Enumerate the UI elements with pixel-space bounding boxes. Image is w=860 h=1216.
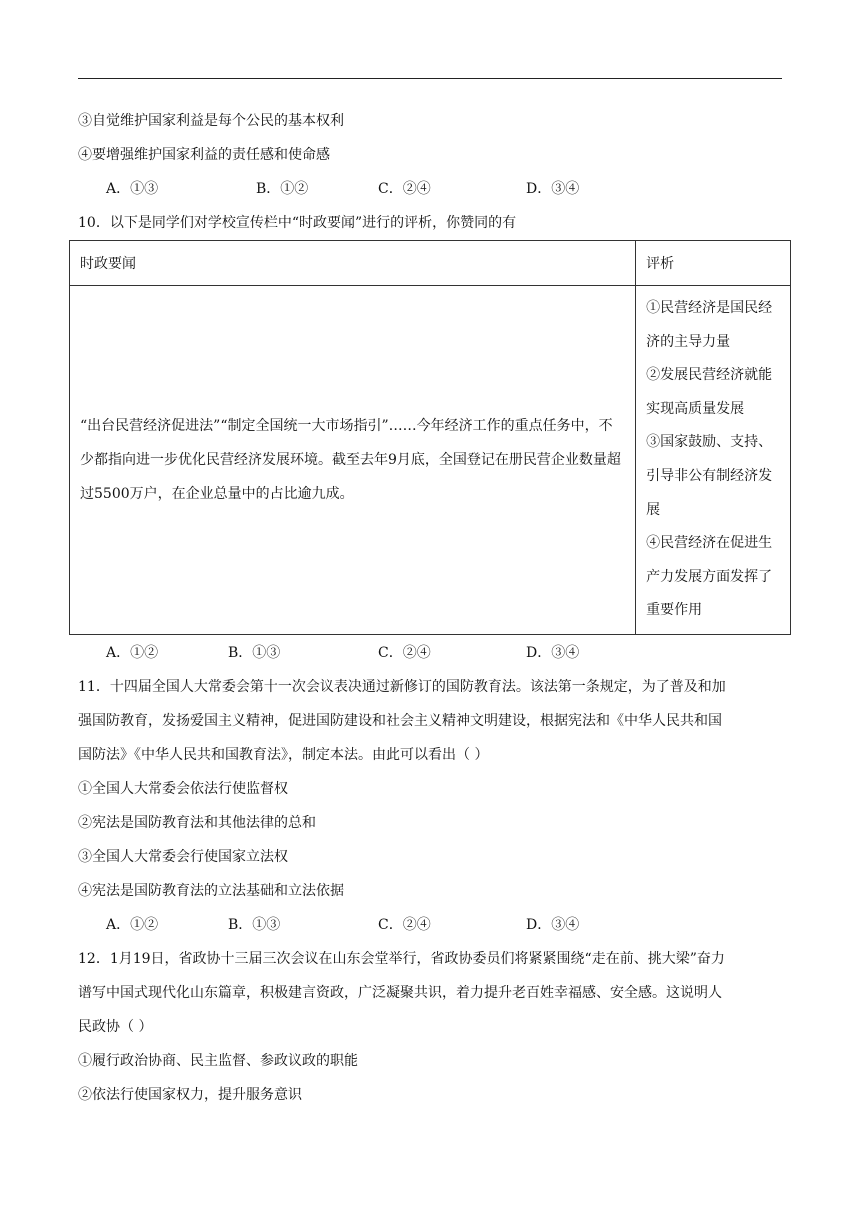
q9-option-b[interactable]: B．①② [256, 181, 309, 197]
q11-options [106, 914, 806, 936]
q11-option-c[interactable]: C．②④ [378, 917, 431, 933]
q10-table [69, 240, 791, 635]
q12-statement-2: ②依法行使国家权力，提升服务意识 [78, 1087, 302, 1103]
q11-stem-line-2: 强国防教育，发扬爱国主义精神，促进国防建设和社会主义精神文明建设，根据宪法和《中华人民共和国 [78, 713, 722, 729]
q10-analysis-3: ③国家鼓励、支持、引导非公有制经济发展 [646, 434, 773, 518]
q9-options [106, 178, 806, 200]
q11-option-b[interactable]: B．①③ [228, 917, 281, 933]
q11-statement-3: ③全国人大常委会行使国家立法权 [78, 849, 288, 865]
q10-header-analysis: 评析 [636, 241, 791, 286]
q10-stem: 10．以下是同学们对学校宣传栏中“时政要闻”进行的评析，你赞同的有 [78, 215, 517, 231]
q12-stem-line-3: 民政协（ ） [78, 1019, 153, 1035]
q10-option-c[interactable]: C．②④ [378, 645, 431, 661]
q10-analysis-1: ①民营经济是国民经济的主导力量 [646, 300, 773, 350]
q10-header-news: 时政要闻 [70, 241, 636, 286]
q10-analysis-2: ②发展民营经济就能实现高质量发展 [646, 367, 773, 417]
q11-statement-1: ①全国人大常委会依法行使监督权 [78, 781, 288, 797]
q12-stem-line-1: 12．1月19日，省政协十三届三次会议在山东会堂举行，省政协委员们将紧紧围绕“走在前、挑大梁”奋力 [78, 951, 725, 967]
q11-stem-line-1: 11．十四届全国人大常委会第十一次会议表决通过新修订的国防教育法。该法第一条规定，为了普及和加 [78, 679, 726, 695]
q9-option-a[interactable]: A．①③ [106, 181, 159, 197]
q9-option-d[interactable]: D．③④ [526, 181, 580, 197]
header-rule [78, 78, 782, 79]
q11-statement-2: ②宪法是国防教育法和其他法律的总和 [78, 815, 316, 831]
q11-option-a[interactable]: A．①② [106, 917, 159, 933]
q11-option-d[interactable]: D．③④ [526, 917, 580, 933]
q9-option-c[interactable]: C．②④ [378, 181, 431, 197]
q10-options [106, 642, 806, 664]
q10-news-cell [70, 286, 636, 635]
q11-stem-line-3: 国防法》《中华人民共和国教育法》，制定本法。由此可以看出（ ） [78, 747, 489, 763]
q12-stem-line-2: 谱写中国式现代化山东篇章，积极建言资政，广泛凝聚共识，着力提升老百姓幸福感、安全感。这说明人 [78, 985, 722, 1001]
q9-statement-3: ③自觉维护国家利益是每个公民的基本权利 [78, 113, 344, 129]
q10-analysis-4: ④民营经济在促进生产力发展方面发挥了重要作用 [646, 535, 773, 619]
q10-analysis-cell [636, 286, 791, 635]
q10-option-a[interactable]: A．①② [106, 645, 159, 661]
q12-statement-1: ①履行政治协商、民主监督、参政议政的职能 [78, 1053, 358, 1069]
q9-statement-4: ④要增强维护国家利益的责任感和使命感 [78, 147, 330, 163]
q11-statement-4: ④宪法是国防教育法的立法基础和立法依据 [78, 883, 344, 899]
q10-news-text: “出台民营经济促进法”“制定全国统一大市场指引”……今年经济工作的重点任务中，不少都指向进一步优化民营经济发展环境。截至去年9月底，全国登记在册民营企业数量超过5500万户，在企业总量中的占比逾九成。 [80, 417, 621, 502]
q10-option-d[interactable]: D．③④ [526, 645, 580, 661]
q10-option-b[interactable]: B．①③ [228, 645, 281, 661]
